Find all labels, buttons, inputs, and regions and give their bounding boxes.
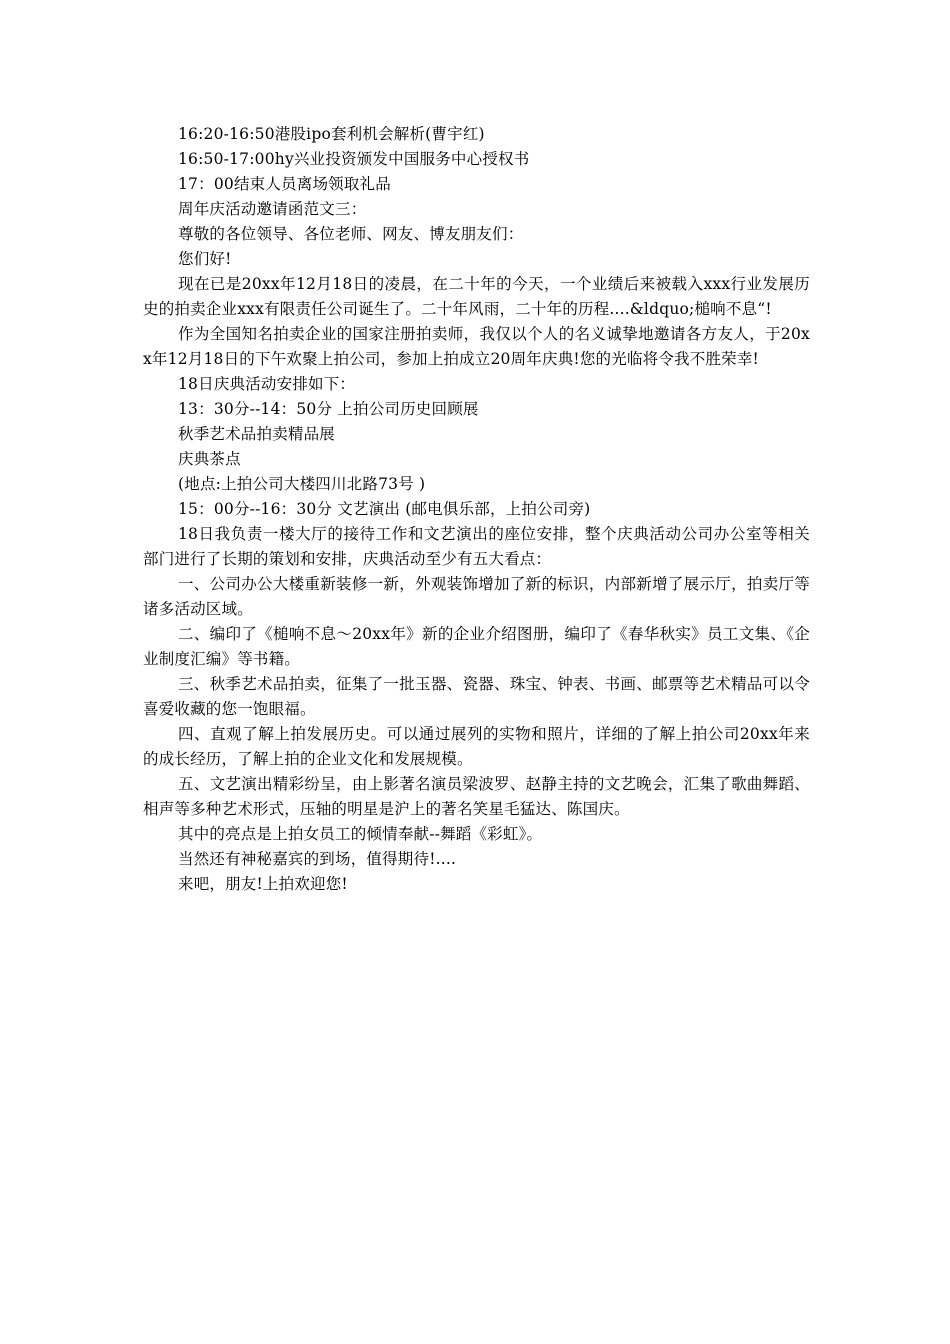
schedule-line-ipo: 16:20-16:50港股ipo套利机会解析(曹宇红) <box>178 125 485 143</box>
schedule-item-performance: 15：00分--16：30分 文艺演出 (邮电俱乐部，上拍公司旁) <box>178 500 591 518</box>
schedule-item-art: 秋季艺术品拍卖精品展 <box>178 425 336 443</box>
intro-paragraph: 现在已是20xx年12月18日的凌晨，在二十年的今天，一个业绩后来被载入xxx行业发展历史的拍卖企业xxx有限责任公司诞生了。二十年风雨，二十年的历程....&ldquo;槌响不息“! <box>143 275 810 318</box>
highlight-item-5: 五、文艺演出精彩纷呈，由上影著名演员梁波罗、赵静主持的文艺晚会，汇集了歌曲舞蹈、相声等多种艺术形式，压轴的明星是沪上的著名笑星毛猛达、陈国庆。 <box>143 775 810 818</box>
section-heading: 周年庆活动邀请函范文三： <box>178 200 367 218</box>
schedule-item-tea: 庆典茶点 <box>178 450 241 468</box>
highlight-item-2: 二、编印了《槌响不息～20xx年》新的企业介绍图册，编印了《春华秋实》员工文集、《企业制度汇编》等书籍。 <box>143 625 810 668</box>
invitation-paragraph: 作为全国知名拍卖企业的国家注册拍卖师，我仅以个人的名义诚挚地邀请各方友人，于20xx年12月18日的下午欢聚上拍公司，参加上拍成立20周年庆典!您的光临将令我不胜荣幸! <box>143 325 810 368</box>
closing-line: 来吧，朋友!上拍欢迎您! <box>178 875 348 893</box>
schedule-heading: 18日庆典活动安排如下： <box>178 375 356 393</box>
highlights-intro: 18日我负责一楼大厅的接待工作和文艺演出的座位安排，整个庆典活动公司办公室等相关部门进行了长期的策划和安排，庆典活动至少有五大看点： <box>143 525 810 568</box>
schedule-item-exhibition: 13：30分--14：50分 上拍公司历史回顾展 <box>178 400 479 418</box>
salutation: 尊敬的各位领导、各位老师、网友、博友朋友们： <box>178 225 524 243</box>
document-body <box>143 122 810 897</box>
schedule-line-authorization: 16:50-17:00hy兴业投资颁发中国服务中心授权书 <box>178 150 530 168</box>
mystery-guest-line: 当然还有神秘嘉宾的到场，值得期待!.... <box>178 850 457 868</box>
greeting: 您们好! <box>178 250 232 268</box>
schedule-line-closing: 17：00结束人员离场领取礼品 <box>178 175 391 193</box>
highlight-item-3: 三、秋季艺术品拍卖，征集了一批玉器、瓷器、珠宝、钟表、书画、邮票等艺术精品可以令喜爱收藏的您一饱眼福。 <box>143 675 810 718</box>
highlight-item-4: 四、直观了解上拍发展历史。可以通过展列的实物和照片，详细的了解上拍公司20xx年来的成长经历，了解上拍的企业文化和发展规模。 <box>143 725 810 768</box>
schedule-item-location: (地点:上拍公司大楼四川北路73号 ) <box>178 475 426 493</box>
highlight-feature: 其中的亮点是上拍女员工的倾情奉献--舞蹈《彩虹》。 <box>178 825 543 843</box>
highlight-item-1: 一、公司办公大楼重新装修一新，外观装饰增加了新的标识，内部新增了展示厅，拍卖厅等诸多活动区域。 <box>143 575 810 618</box>
